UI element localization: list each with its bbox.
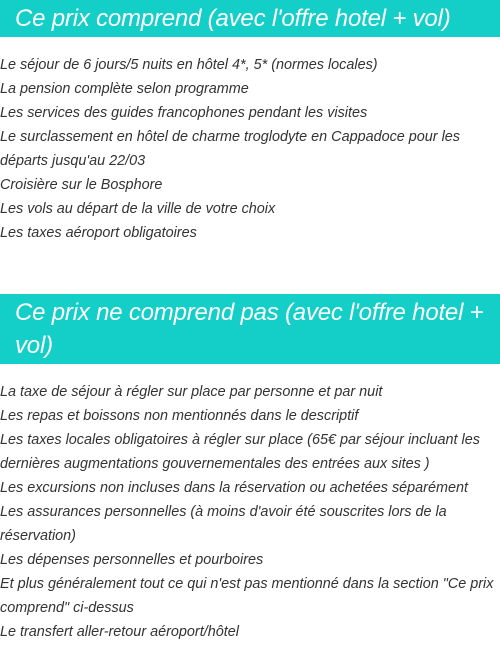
includes-item: Le séjour de 6 jours/5 nuits en hôtel 4*, 5* (normes locales): [0, 57, 378, 73]
includes-section-title: Ce prix comprend (avec l'offre hotel + vol): [0, 0, 500, 37]
excludes-item: Les dépenses personnelles et pourboires: [0, 552, 264, 568]
excludes-item: Les taxes locales obligatoires à régler sur place (65€ par séjour incluant les dernières augmentations gouvernementales des entrées aux sites ): [0, 432, 480, 472]
excludes-item: Les assurances personnelles (à moins d'avoir été souscrites lors de la réservation): [0, 504, 447, 544]
excludes-section-title: Ce prix ne comprend pas (avec l'offre hotel + vol): [0, 294, 500, 364]
excludes-list: [0, 380, 500, 644]
includes-item: Croisière sur le Bosphore: [0, 177, 163, 193]
excludes-item: Les repas et boissons non mentionnés dans le descriptif: [0, 408, 359, 424]
includes-item: Le surclassement en hôtel de charme troglodyte en Cappadoce pour les départs jusqu'au 22/03: [0, 129, 460, 169]
excludes-item: Le transfert aller-retour aéroport/hôtel: [0, 624, 239, 640]
excludes-item: Et plus généralement tout ce qui n'est pas mentionné dans la section "Ce prix comprend" ci-dessus: [0, 576, 494, 616]
includes-item: La pension complète selon programme: [0, 81, 249, 97]
includes-item: Les vols au départ de la ville de votre choix: [0, 201, 276, 217]
includes-item: Les taxes aéroport obligatoires: [0, 225, 197, 241]
includes-list: [0, 53, 500, 245]
excludes-item: La taxe de séjour à régler sur place par personne et par nuit: [0, 384, 383, 400]
includes-item: Les services des guides francophones pendant les visites: [0, 105, 368, 121]
excludes-item: Les excursions non incluses dans la réservation ou achetées séparément: [0, 480, 468, 496]
